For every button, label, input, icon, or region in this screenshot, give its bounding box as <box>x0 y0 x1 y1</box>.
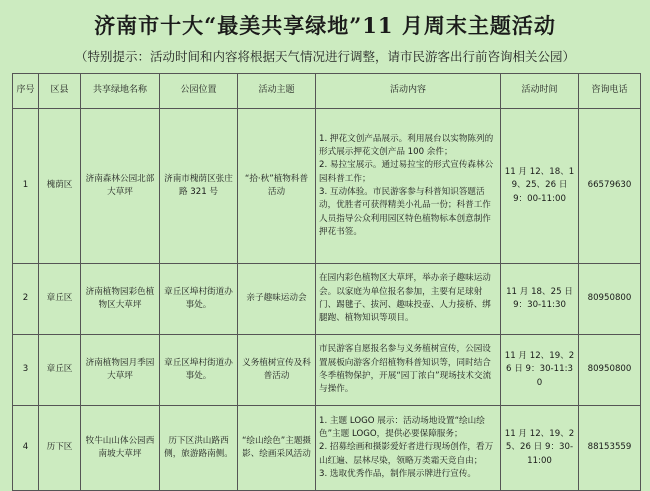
col-header-district: 区县 <box>39 74 81 109</box>
cell-phone: 80950800 <box>579 264 641 335</box>
cell-content <box>316 264 501 335</box>
content-line: 3. 互动体验。市民游客参与科普知识答题活动，优胜者可获得精美小礼品一份；科普工作人员指导公众利用园区特色植物标本创意制作押花书签。 <box>319 187 491 237</box>
cell-district: 章丘区 <box>39 335 81 406</box>
cell-no: 3 <box>13 335 39 406</box>
cell-name: 济南植物园彩色植物区大草坪 <box>81 264 160 335</box>
special-notice: （特别提示：活动时间和内容将根据天气情况进行调整，请市民游客出行前咨询相关公园） <box>74 49 575 64</box>
table-row <box>13 109 641 264</box>
cell-no: 2 <box>13 264 39 335</box>
cell-content <box>316 406 501 491</box>
header-row <box>13 74 641 109</box>
cell-district: 历下区 <box>39 406 81 491</box>
activity-table <box>12 73 641 491</box>
cell-theme: 亲子趣味运动会 <box>238 264 316 335</box>
col-header-name: 共享绿地名称 <box>81 74 160 109</box>
cell-no: 4 <box>13 406 39 491</box>
cell-location: 历下区洪山路西侧，旅游路南侧。 <box>160 406 238 491</box>
cell-district: 章丘区 <box>39 264 81 335</box>
cell-phone: 88153559 <box>579 406 641 491</box>
page-title: 济南市十大“最美共享绿地”11 月周末主题活动 <box>94 13 556 38</box>
cell-name: 牧牛山山体公园西南坡大草坪 <box>81 406 160 491</box>
cell-time: 11 月 12、19、26 日 9：30-11:30 <box>501 335 579 406</box>
cell-district: 槐荫区 <box>39 109 81 264</box>
cell-time: 11 月 12、19、25、26 日 9：30-11:00 <box>501 406 579 491</box>
table-row <box>13 264 641 335</box>
cell-name: 济南森林公园北部大草坪 <box>81 109 160 264</box>
cell-theme: “拾·秋”植物科普活动 <box>238 109 316 264</box>
content-line: 2. 招募绘画和摄影爱好者进行现场创作，看万山红遍、层林尽染，领略万类霜天竞自由； <box>319 442 494 466</box>
cell-location: 章丘区埠村街道办事处。 <box>160 335 238 406</box>
col-header-content: 活动内容 <box>316 74 501 109</box>
col-header-time: 活动时间 <box>501 74 579 109</box>
cell-time: 11 月 12、18、19、25、26 日 9：00-11:00 <box>501 109 579 264</box>
col-header-theme: 活动主题 <box>238 74 316 109</box>
cell-time: 11 月 18、25 日 9：30-11:30 <box>501 264 579 335</box>
cell-phone: 66579630 <box>579 109 641 264</box>
col-header-location: 公园位置 <box>160 74 238 109</box>
content-line: 1. 押花文创产品展示。利用展台以实物陈列的形式展示押花文创产品 100 余件； <box>319 133 494 158</box>
content-line: 市民游客自愿报名参与义务植树宣传，公园设置展板向游客介绍植物科普知识等，同时结合冬季植物保护，开展“园丁浓白”现场技术交流与操作。 <box>319 344 492 395</box>
cell-phone: 80950800 <box>579 335 641 406</box>
cell-content <box>316 109 501 264</box>
content-line: 在园内彩色植物区大草坪，举办亲子趣味运动会。以家庭为单位报名参加，主要有足球射门、踢毽子、拔河、趣味投壶、人力接桥、绑腿跑、植物知识等项目。 <box>319 273 491 324</box>
table-row <box>13 335 641 406</box>
col-header-phone: 咨询电话 <box>579 74 641 109</box>
table-row <box>13 406 641 491</box>
cell-no: 1 <box>13 109 39 264</box>
cell-theme: 义务植树宣传及科普活动 <box>238 335 316 406</box>
col-header-no: 序号 <box>13 74 39 109</box>
content-line: 3. 选取优秀作品，制作展示牌进行宣传。 <box>319 468 477 479</box>
cell-location: 章丘区埠村街道办事处。 <box>160 264 238 335</box>
cell-name: 济南植物园月季园大草坪 <box>81 335 160 406</box>
cell-theme: “绘山绘色”主题摄影、绘画采风活动 <box>238 406 316 491</box>
cell-location: 济南市槐荫区张庄路 321 号 <box>160 109 238 264</box>
cell-content <box>316 335 501 406</box>
content-line: 2. 易拉宝展示。通过易拉宝的形式宣传森林公园科普工作； <box>319 160 494 184</box>
content-line: 1. 主题 LOGO 展示：活动场地设置“绘山绘色”主题 LOGO，提供必要保障服务； <box>319 415 485 440</box>
